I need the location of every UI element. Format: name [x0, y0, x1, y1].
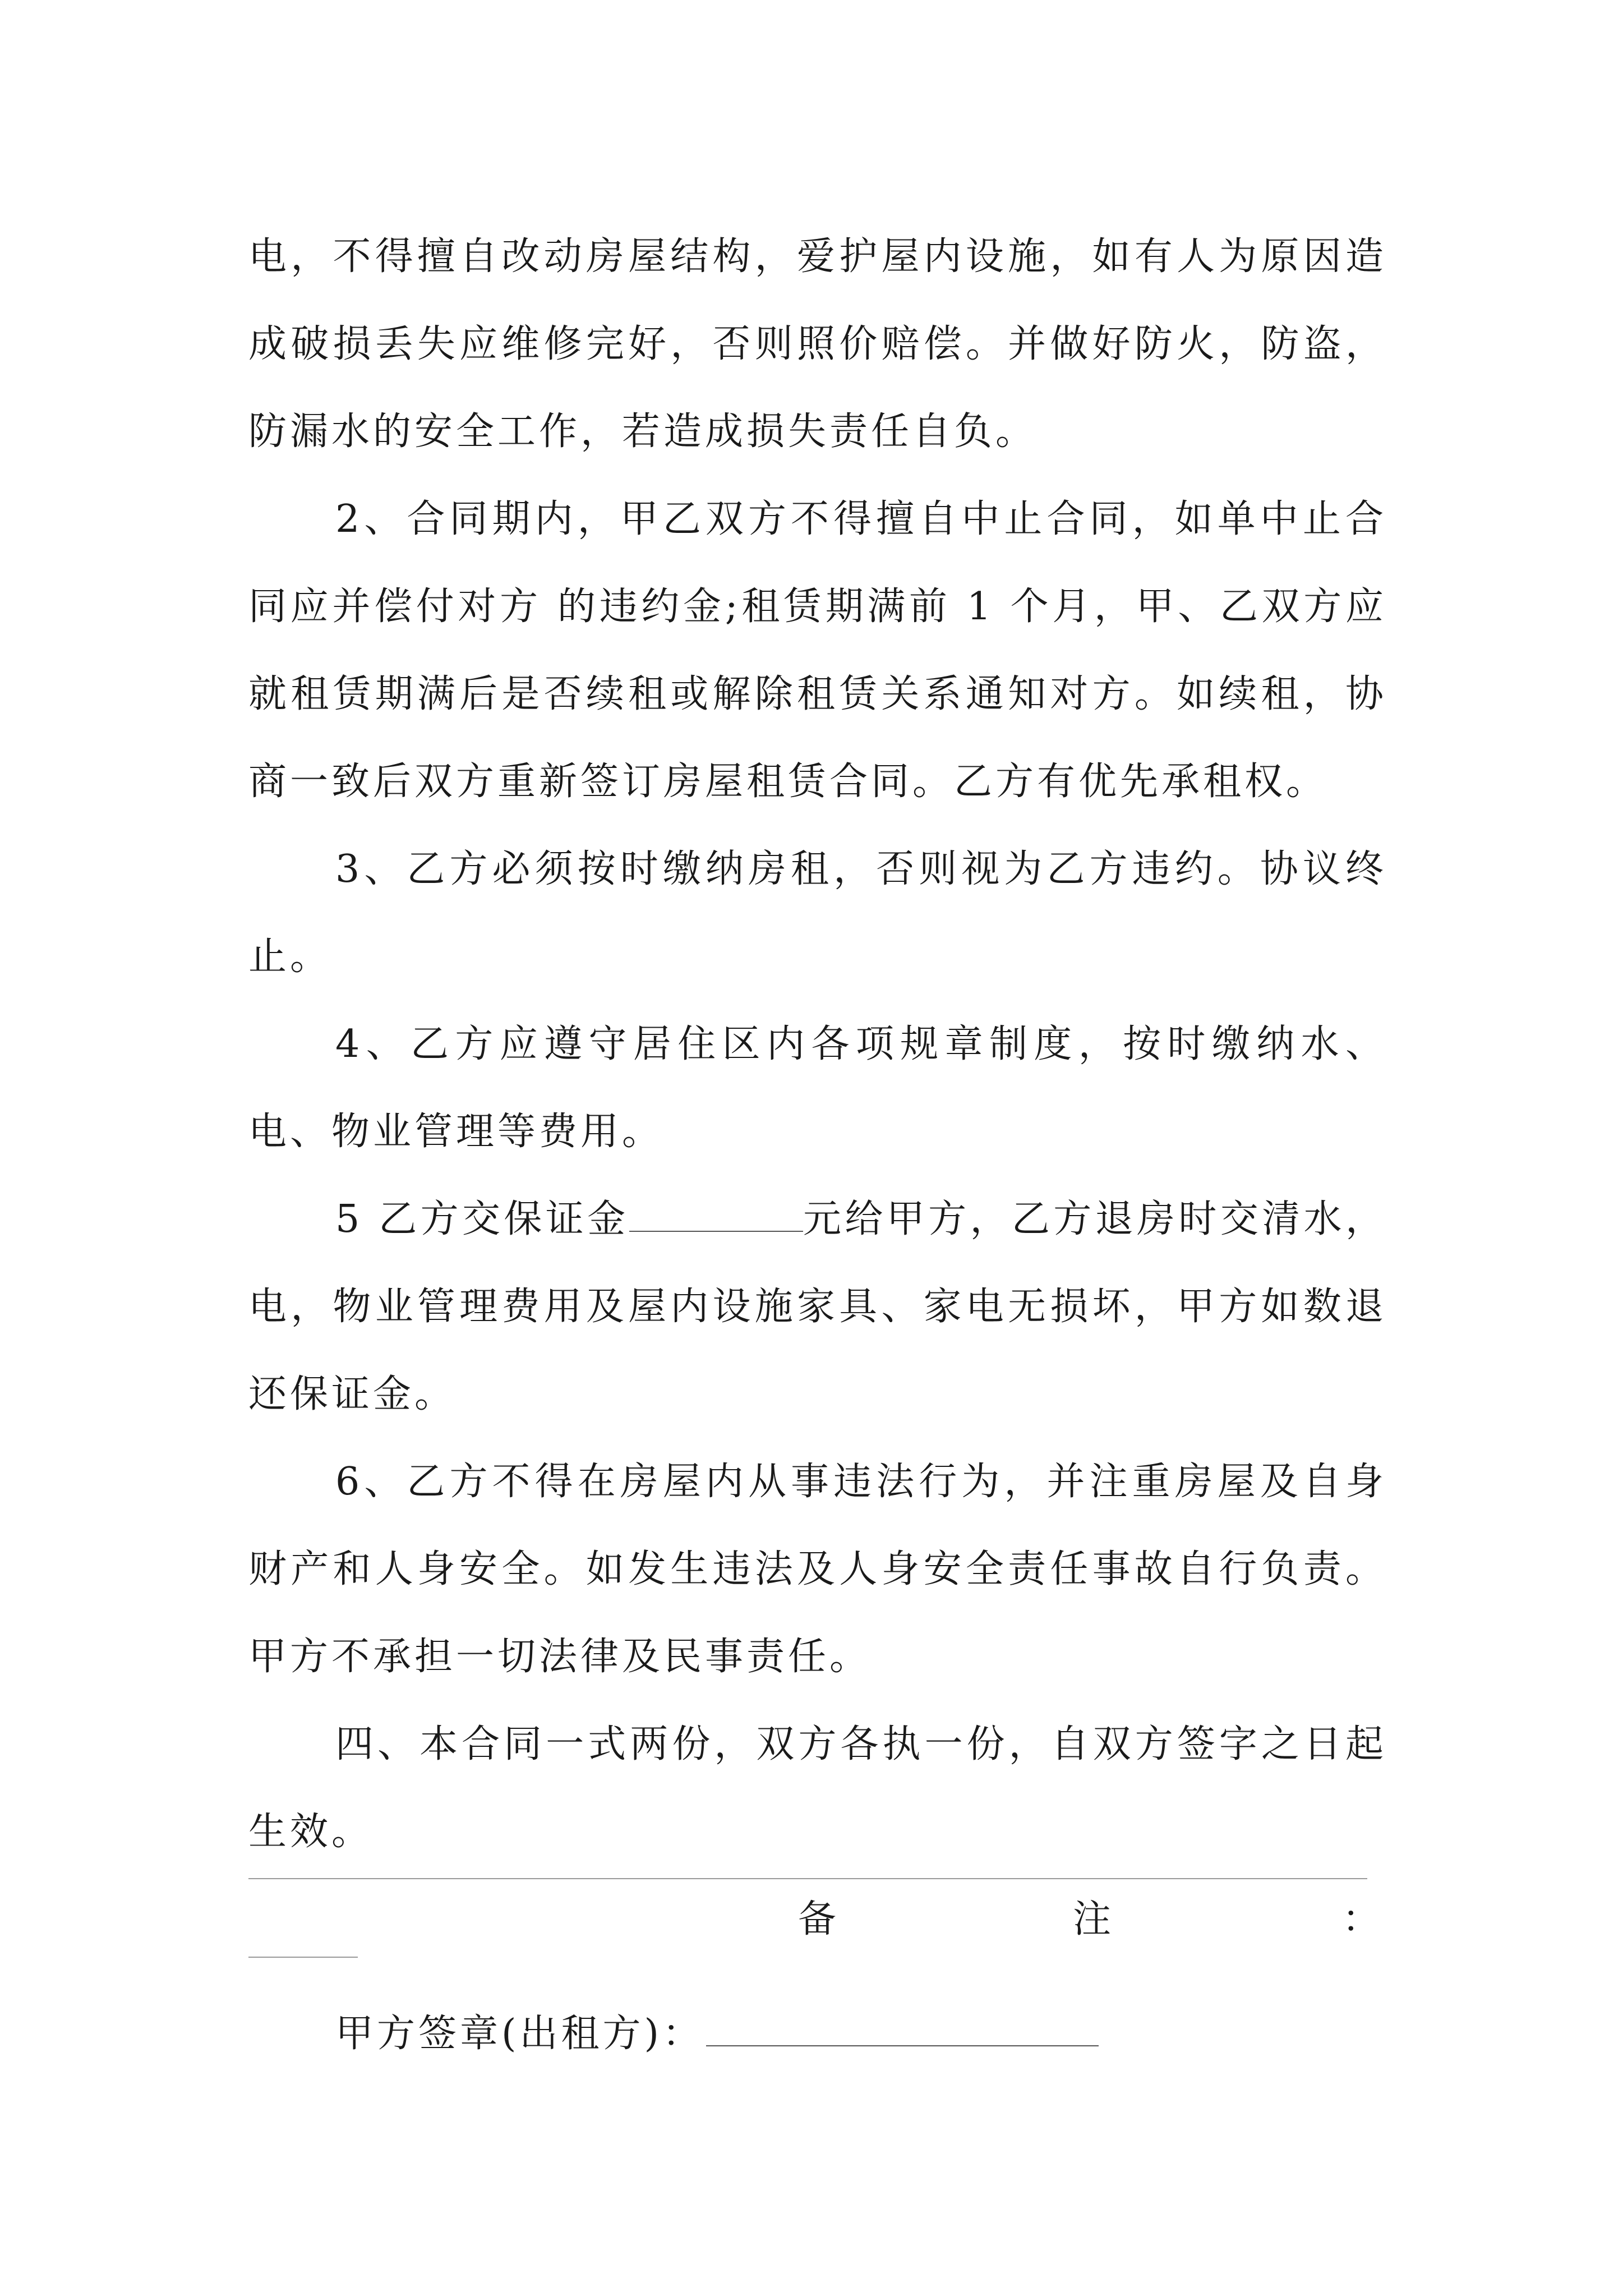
- clause-5: [248, 1176, 1387, 1438]
- clause-3: 3、乙方必须按时缴纳房租，否则视为乙方违约。协议终止。: [248, 847, 1387, 979]
- deposit-amount-blank[interactable]: [629, 1199, 803, 1232]
- clause-continuation: 电，不得擅自改动房屋结构，爱护屋内设施，如有人为原因造成破损丢失应维修完好，否则照价赔偿。并做好防火，防盗，防漏水的安全工作，若造成损失责任自负。: [248, 234, 1387, 454]
- remark-line[interactable]: [248, 1878, 1367, 1879]
- clause-2: 2、合同期内，甲乙双方不得擅自中止合同，如单中止合同应并偿付对方 的违约金;租赁期满前 1 个月，甲、乙双方应就租赁期满后是否续租或解除租赁关系通知对方。如续租，协商一致后双方重新签订房屋租赁合同。乙方有优先承租权。: [248, 497, 1387, 804]
- contract-page: [248, 213, 1387, 1963]
- clause-four: 四、本合同一式两份，双方各执一份，自双方签字之日起生效。: [248, 1722, 1387, 1854]
- clause-6: 6、乙方不得在房屋内从事违法行为，并注重房屋及自身财产和人身安全。如发生违法及人身安全责任事故自行负责。甲方不承担一切法律及民事责任。: [248, 1460, 1387, 1679]
- party-a-signature-row: [335, 1990, 1099, 2078]
- remark-row: [248, 1876, 1387, 1963]
- remark-char-2: 注: [1073, 1897, 1112, 1941]
- clause-5-after: 元给甲方，乙方退房时交清水，电，物业管理费用及屋内设施家具、家电无损坏，甲方如数退还保证金。: [248, 1197, 1387, 1416]
- party-a-label: 甲方签章(出租方)：: [335, 2012, 704, 2056]
- clause-5-before: 5 乙方交保证金: [335, 1197, 629, 1241]
- remark-char-1: 备: [798, 1897, 837, 1941]
- clause-4: 4、乙方应遵守居住区内各项规章制度，按时缴纳水、电、物业管理等费用。: [248, 1022, 1387, 1154]
- remark-line-continued[interactable]: [248, 1957, 358, 1958]
- party-a-signature-blank[interactable]: [706, 2012, 1099, 2046]
- remark-colon: ：: [1342, 1897, 1381, 1941]
